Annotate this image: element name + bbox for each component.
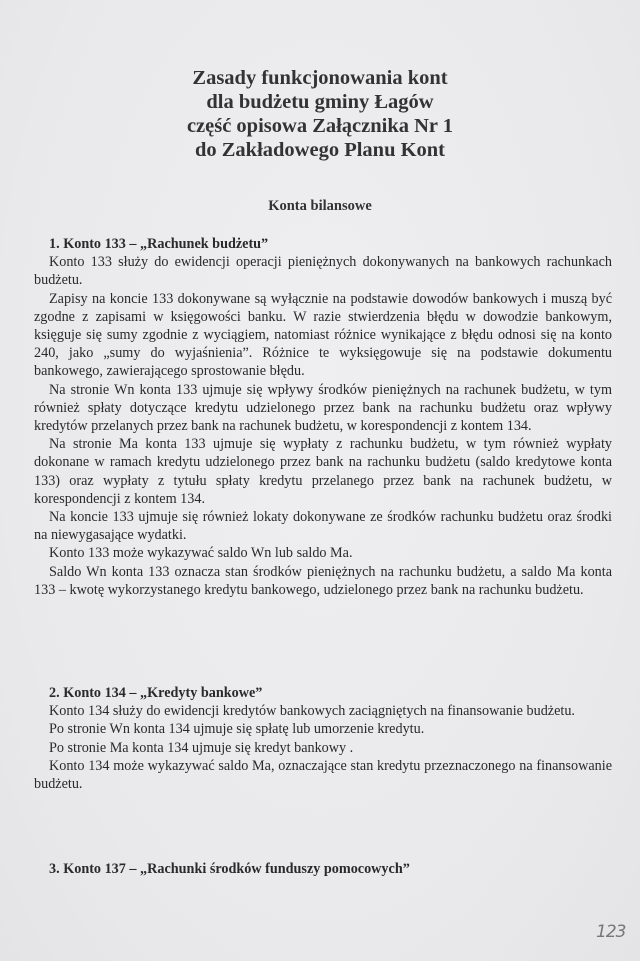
title-line-1: Zasady funkcjonowania kont (192, 67, 448, 89)
paragraph: Konto 133 może wykazywać saldo Wn lub saldo Ma. (49, 545, 353, 562)
section-konto-134 (34, 684, 612, 793)
paragraph: Po stronie Wn konta 134 ujmuje się spłatę lub umorzenie kredytu. (49, 721, 425, 738)
paragraph: Zapisy na koncie 133 dokonywane są wyłącznie na podstawie dowodów bankowych i muszą być zgodne z zapisami w księgowości banku. W razie stwierdzenia błędu w dowodzie bankowym, księguje się sumy zgodnie z wyciągiem, natomiast różnice wynikające z błędu odnosi się na konto 240, jako „sumy do wyjaśnienia”. Różnice te wyksięgowuje się na podstawie dokumentu bankowego, zawierającego sprostowanie błędu. (34, 290, 612, 380)
section-heading: 3. Konto 137 – „Rachunki środków funduszy pomocowych” (49, 861, 410, 877)
document-title (0, 66, 640, 162)
paragraph: Na stronie Wn konta 133 ujmuje się wpływy środków pieniężnych na rachunek budżetu, w tym również spłaty dotyczące kredytu udzielonego przez bank na rachunku budżetu oraz wpływy kredytów przelanych przez bank na rachunek budżetu, w korespondencji z kontem 134. (34, 381, 612, 435)
section-konto-133 (34, 235, 612, 599)
paragraph: Na koncie 133 ujmuje się również lokaty dokonywane ze środków rachunku budżetu oraz środki na niewygasające wydatki. (34, 509, 612, 544)
paragraph: Saldo Wn konta 133 oznacza stan środków pieniężnych na rachunku budżetu, a saldo Ma konta 133 – kwotę wykorzystanego kredytu bankowego, udzielonego przez bank na rachunku budżetu. (34, 563, 612, 598)
paragraph: Na stronie Ma konta 133 ujmuje się wypłaty z rachunku budżetu, w tym również wypłaty dokonane w ramach kredytu udzielonego przez bank na rachunku budżetu (saldo kredytowe konta 133) oraz wypłaty z tytułu spłaty kredytu przelanego przez bank na rachunek budżetu, w korespondencji z kontem 134. (34, 436, 612, 507)
section-konto-137 (34, 860, 612, 878)
section-heading: 2. Konto 134 – „Kredyty bankowe” (49, 685, 263, 701)
title-line-2: dla budżetu gminy Łagów (206, 91, 434, 113)
paragraph: Konto 134 służy do ewidencji kredytów bankowych zaciągniętych na finansowanie budżetu. (49, 703, 575, 720)
paragraph: Konto 134 może wykazywać saldo Ma, oznaczające stan kredytu przeznaczonego na finansowanie budżetu. (34, 757, 612, 793)
title-line-4: do Zakładowego Planu Kont (194, 139, 446, 161)
section-group-title: Konta bilansowe (268, 198, 372, 214)
section-heading: 1. Konto 133 – „Rachunek budżetu” (49, 236, 269, 252)
paragraph: Konto 133 służy do ewidencji operacji pieniężnych dokonywanych na bankowych rachunkach budżetu. (34, 254, 612, 289)
title-line-3: część opisowa Załącznika Nr 1 (186, 115, 454, 137)
paragraph: Po stronie Ma konta 134 ujmuje się kredyt bankowy . (49, 739, 354, 756)
handwritten-page-number: 123 (596, 922, 626, 942)
